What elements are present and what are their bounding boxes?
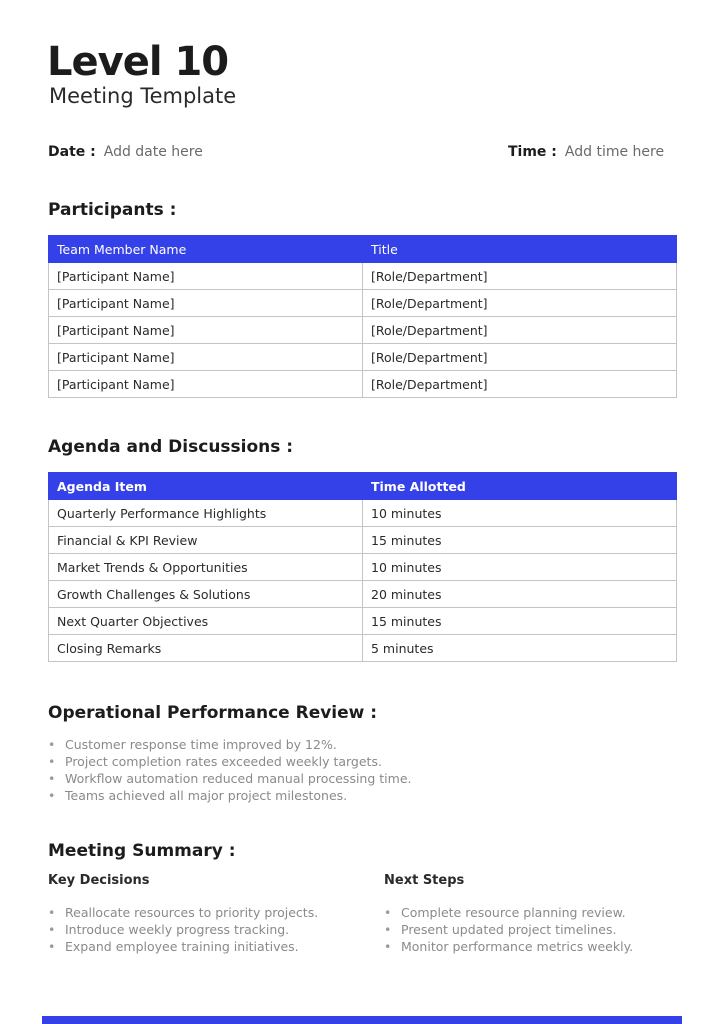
date-value: Add date here [103,144,203,160]
table-cell: [Participant Name] [49,371,363,398]
column-header: Team Member Name [49,236,363,263]
table-cell: [Role/Department] [363,371,677,398]
table-cell: [Participant Name] [49,317,363,344]
table-cell: Closing Remarks [49,635,363,662]
table-cell: [Participant Name] [49,290,363,317]
column-header: Time Allotted [363,473,677,500]
next-steps-heading: Next Steps [384,873,465,888]
page-title: Level 10 [47,39,229,85]
table-cell: 15 minutes [363,608,677,635]
table-cell: 5 minutes [363,635,677,662]
next-steps-list [384,904,684,955]
list-item: • Expand employee training initiatives. [48,938,368,955]
table-header-row [49,236,677,263]
participants-table [48,235,677,398]
table-row [49,581,677,608]
table-cell: Market Trends & Opportunities [49,554,363,581]
summary-heading: Meeting Summary : [48,841,236,861]
time-row [508,143,664,161]
table-cell: 20 minutes [363,581,677,608]
table-row [49,608,677,635]
table-row [49,317,677,344]
time-value: Add time here [564,144,665,160]
list-item: • Introduce weekly progress tracking. [48,921,368,938]
table-cell: [Role/Department] [363,317,677,344]
column-header: Title [363,236,677,263]
agenda-table [48,472,677,662]
date-label: Date : [48,144,96,160]
list-item: • Present updated project timelines. [384,921,684,938]
footer-accent-bar [42,1016,682,1024]
table-header-row [49,473,677,500]
time-label: Time : [508,144,557,160]
participants-heading: Participants : [48,200,177,220]
date-row [48,143,203,161]
table-cell: [Role/Department] [363,263,677,290]
list-item: • Customer response time improved by 12%. [48,736,648,753]
table-cell: Next Quarter Objectives [49,608,363,635]
table-cell: Financial & KPI Review [49,527,363,554]
table-cell: Growth Challenges & Solutions [49,581,363,608]
table-row [49,290,677,317]
list-item: • Teams achieved all major project milestones. [48,787,648,804]
table-cell: Quarterly Performance Highlights [49,500,363,527]
table-row [49,527,677,554]
table-cell: 10 minutes [363,554,677,581]
table-row [49,554,677,581]
column-header: Agenda Item [49,473,363,500]
table-cell: [Participant Name] [49,263,363,290]
operational-list [48,736,648,804]
list-item: • Complete resource planning review. [384,904,684,921]
table-cell: [Participant Name] [49,344,363,371]
table-row [49,635,677,662]
table-cell: [Role/Department] [363,290,677,317]
list-item: • Monitor performance metrics weekly. [384,938,684,955]
key-decisions-list [48,904,368,955]
operational-heading: Operational Performance Review : [48,703,378,723]
table-row [49,500,677,527]
table-cell: [Role/Department] [363,344,677,371]
table-cell: 10 minutes [363,500,677,527]
page-subtitle: Meeting Template [49,84,237,108]
list-item: • Reallocate resources to priority projects. [48,904,368,921]
key-decisions-heading: Key Decisions [48,873,150,888]
agenda-heading: Agenda and Discussions : [48,437,294,457]
table-row [49,371,677,398]
table-row [49,263,677,290]
table-row [49,344,677,371]
table-cell: 15 minutes [363,527,677,554]
list-item: • Workflow automation reduced manual processing time. [48,770,648,787]
list-item: • Project completion rates exceeded weekly targets. [48,753,648,770]
